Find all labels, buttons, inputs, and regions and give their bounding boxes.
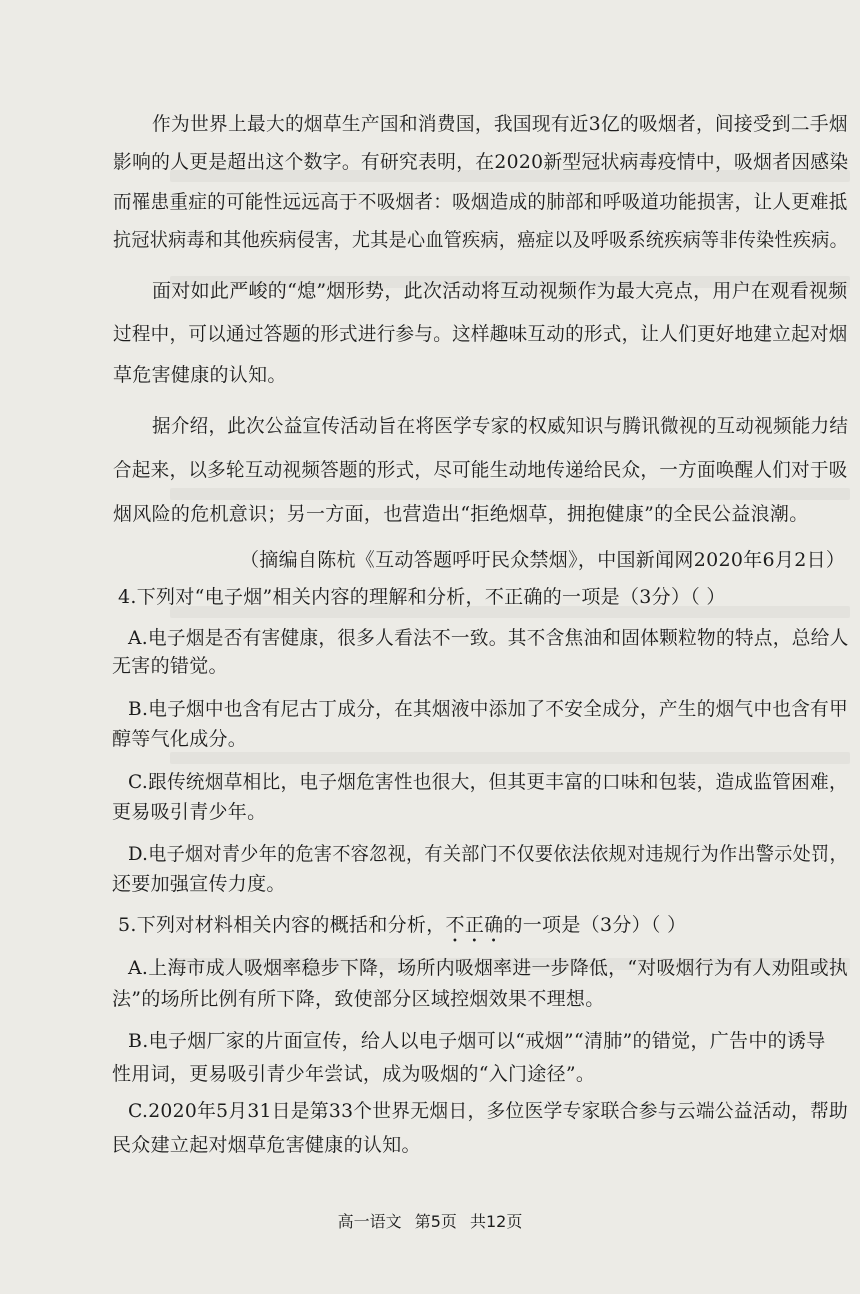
passage-line: 面对如此严峻的“熄”烟形势，此次活动将互动视频作为最大亮点，用户在观看视频	[152, 280, 848, 302]
bleed-through	[170, 752, 850, 764]
q4-option-b: B.电子烟中也含有尼古丁成分，在其烟液中添加了不安全成分，产生的烟气中也含有甲	[128, 698, 849, 720]
q5-stem-suffix: 的一项是（3分）（ ）	[503, 914, 687, 936]
q5-option-c: C.2020年5月31日是第33个世界无烟日，多位医学专家联合参与云端公益活动，帮助	[128, 1100, 849, 1122]
q4-option-c-cont: 更易吸引青少年。	[112, 801, 267, 823]
q5-option-b: B.电子烟厂家的片面宣传，给人以电子烟可以“戒烟”“清肺”的错觉，广告中的诱导	[128, 1030, 826, 1052]
passage-line: 合起来，以多轮互动视频答题的形式，尽可能生动地传递给民众，一方面唤醒人们对于吸	[113, 459, 848, 481]
q5-stem-prefix: 5.下列对材料相关内容的概括和分析，	[118, 914, 446, 936]
passage-line: 作为世界上最大的烟草生产国和消费国，我国现有近3亿的吸烟者，间接受到二手烟	[152, 113, 848, 135]
page-footer	[0, 1212, 860, 1232]
passage-line: 据介绍，此次公益宣传活动旨在将医学专家的权威知识与腾讯微视的互动视频能力结	[152, 415, 849, 437]
passage-line: 影响的人更是超出这个数字。有研究表明，在2020新型冠状病毒疫情中，吸烟者因感染	[113, 151, 849, 173]
q5-option-a-cont: 法”的场所比例有所下降，致使部分区域控烟效果不理想。	[112, 988, 605, 1010]
bleed-through	[170, 488, 850, 500]
question-5-stem	[118, 913, 686, 947]
q4-option-b-cont: 醇等气化成分。	[112, 728, 248, 750]
footer-page-number: 第5页	[414, 1212, 457, 1231]
footer-total-pages: 共12页	[470, 1212, 523, 1231]
q5-stem-emphasis: 不正确	[445, 914, 504, 936]
q4-option-d: D.电子烟对青少年的危害不容忽视，有关部门不仅要依法依规对违规行为作出警示处罚，	[128, 843, 848, 865]
passage-line: 烟风险的危机意识；另一方面，也营造出“拒绝烟草，拥抱健康”的全民公益浪潮。	[113, 503, 809, 525]
q4-option-c: C.跟传统烟草相比，电子烟危害性也很大，但其更丰富的口味和包装，造成监管困难，	[128, 771, 848, 793]
q4-option-a: A.电子烟是否有害健康，很多人看法不一致。其不含焦油和固体颗粒物的特点，总给人	[128, 627, 849, 649]
q5-option-b-cont: 性用词，更易吸引青少年尝试，成为吸烟的“入门途径”。	[112, 1063, 596, 1085]
passage-line: 抗冠状病毒和其他疾病侵害，尤其是心血管疾病，癌症以及呼吸系统疾病等非传染性疾病。	[113, 229, 848, 251]
q4-option-a-cont: 无害的错觉。	[112, 655, 228, 677]
q5-option-a: A.上海市成人吸烟率稳步下降，场所内吸烟率进一步降低，“对吸烟行为有人劝阻或执	[128, 957, 849, 979]
passage-line: 而罹患重症的可能性远远高于不吸烟者：吸烟造成的肺部和呼吸道功能损害，让人更难抵	[113, 191, 848, 213]
q5-option-c-cont: 民众建立起对烟草危害健康的认知。	[112, 1134, 421, 1156]
q4-option-d-cont: 还要加强宣传力度。	[112, 873, 286, 895]
question-4-stem: 4.下列对“电子烟”相关内容的理解和分析，不正确的一项是（3分）（ ）	[118, 586, 726, 608]
footer-subject: 高一语文	[337, 1212, 402, 1231]
passage-line: 草危害健康的认知。	[113, 364, 287, 386]
source-citation: （摘编自陈杭《互动答题呼吁民众禁烟》，中国新闻网2020年6月2日）	[240, 549, 846, 571]
passage-line: 过程中，可以通过答题的形式进行参与。这样趣味互动的形式，让人们更好地建立起对烟	[113, 323, 848, 345]
